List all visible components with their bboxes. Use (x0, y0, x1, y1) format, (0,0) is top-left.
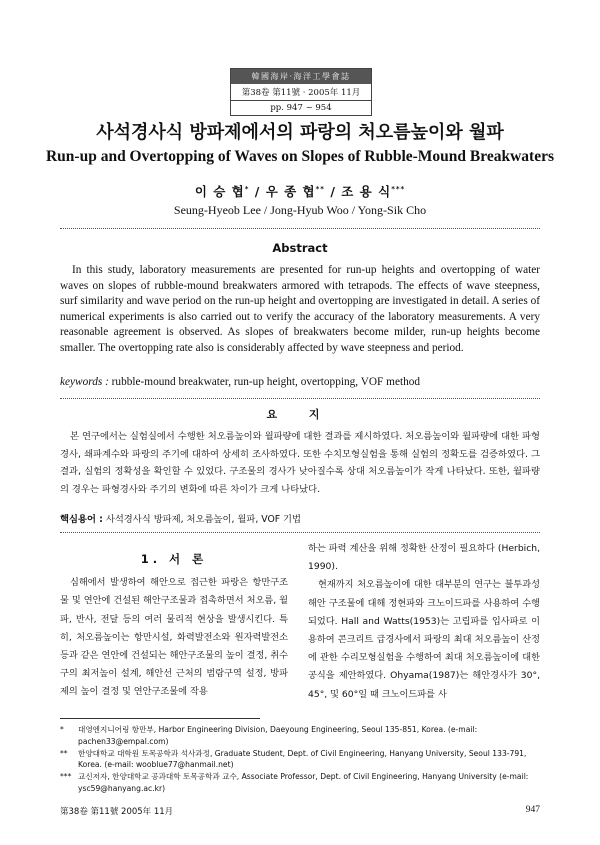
footnote-text: 한양대학교 대학원 토목공학과 석사과정, Graduate Student, Dept. of Civil Engineering, Hanyang University, Seoul 133-791, Korea. (e-mail: wooblue77@hanmail.net) (78, 748, 527, 770)
footnote-mark: * (60, 725, 64, 734)
footnote-mark: ** (60, 748, 68, 758)
author-name: 이 승 협 (194, 184, 245, 199)
title-english: Run-up and Overtopping of Waves on Slopes of Rubble-Mound Breakwaters (45, 148, 554, 165)
korean-abstract-text: 본 연구에서는 실험실에서 수행한 처오름높이와 월파량에 대한 결과를 제시하였다. 처오름높이와 월파량에 대한 파형경사, 쇄파계수와 파랑의 주기에 대하여 상세히 조사하였다. 또한 수치모형실험을 통해 실험의 정확도를 검증하였다. 그 결과, 실험의 정확성을 확인할 수 있었다. 구조물의 경사가 낮아질수록 상대 처오름높이가 작게 나타났다. 또한, 월파량의 경우는 파형경사와 주기의 변화에 따른 차이가 크게 나타났다. (60, 431, 540, 495)
author-name: 우 종 협 (265, 184, 316, 199)
abstract-text: In this study, laboratory measurements are presented for run-up heights and overtopping of water waves on slopes of rubble-mound breakwaters armored with tetrapods. The effects of wave steepness, surf similarity and wave period on the run-up height and overtopping are investigated in detail. A series of numerical experiments is also carried out to verify the accuracy of the laboratory measurements. A very reasonable agreement is observed. As slopes of breakwaters become milder, run-up heights become smaller. The overtopping rate also is considerably affected by wave steepness and period. (60, 264, 540, 354)
authors-korean (0, 182, 600, 200)
journal-name: 韓國海岸·海洋工學會誌 (231, 69, 371, 84)
authors-english: Seung-Hyeob Lee / Jong-Hyub Woo / Yong-Sik Cho (173, 203, 427, 217)
abstract-heading: Abstract (272, 241, 328, 255)
author-mark: * (244, 184, 250, 193)
body-paragraph: 현재까지 처오름높이에 대한 대부분의 연구는 불투과성 해안 구조물에 대해 정현파와 크노이드파를 사용하여 수행되었다. Hall and Watts(1953)는 고립파를 입사파로 이용하여 콘크리트 급경사에서 파랑의 최대 처오름높이 산정에 관한 수리모형실험을 수행하여 최대 처오름높이에 대한 공식을 제안하였다. Ohyama(1987)는 해안경사가 30°, 45°, 및 60°일 때 크노이드파를 사 (308, 579, 540, 700)
body-column-left (60, 550, 288, 702)
footnote-divider (60, 718, 260, 719)
divider (60, 398, 540, 399)
author-mark: ** (315, 184, 325, 193)
body-column-right (308, 540, 540, 704)
core-keywords-text: 사석경사식 방파제, 처오름높이, 월파, VOF 기법 (102, 514, 302, 525)
keywords-line (60, 376, 540, 388)
core-keywords-label: 핵심용어 : (60, 514, 103, 525)
author-separator: / (249, 184, 266, 199)
footnote-text: 교신저자, 한양대학교 공과대학 토목공학과 교수, Associate Professor, Dept. of Civil Engineering, Hanyang University (e-mail: ysc59@hanyang.ac.kr) (78, 772, 529, 793)
page-number: 947 (525, 805, 540, 815)
author-separator: / (324, 184, 342, 199)
korean-abstract-heading: 요 지 (266, 408, 334, 421)
footnotes (60, 724, 540, 795)
author-mark: *** (391, 184, 406, 193)
keywords-label: keywords : (60, 376, 109, 388)
body-paragraph: 심해에서 발생하여 해안으로 접근한 파랑은 항만구조물 및 연안에 건설된 해안구조물과 접촉하면서 처오름, 월파, 반사, 전달 등의 여러 물리적 현상을 발생시킨다. 특히, 처오름높이는 항만시설, 화력발전소와 원자력발전소 등과 같은 연안에 건설되는 해안구조물의 높이 결정, 취수구의 최저높이 설계, 해안선 근처의 범람구역 설정, 방파제의 높이 결정 및 연안구조물에 작용 (60, 577, 288, 698)
footnote (60, 771, 540, 795)
body-paragraph: 하는 파력 계산을 위해 정확한 산정이 필요하다 (Herbich, 1990). (308, 543, 540, 573)
footer-journal-info: 第38卷 第11號 2005年 11月 (60, 807, 174, 817)
journal-volume-issue: 第38卷 第11號 · 2005年 11月 (231, 84, 371, 101)
journal-pages: pp. 947 ~ 954 (270, 103, 332, 113)
footnote-text: 대영엔지니어링 항만부, Harbor Engineering Division, Daeyoung Engineering, Seoul 135-851, Korea. (e-mail: pachen33@empal.com) (78, 725, 478, 746)
divider (60, 228, 540, 229)
journal-header-box (230, 68, 372, 116)
divider (60, 532, 540, 533)
title-korean: 사석경사식 방파제에서의 파랑의 처오름높이와 월파 (96, 122, 504, 143)
footnote-mark: *** (60, 772, 72, 782)
keywords-text: rubble-mound breakwater, run-up height, overtopping, VOF method (108, 376, 421, 388)
section-heading: 1. 서 론 (140, 552, 208, 566)
core-keywords-line (60, 511, 540, 525)
footnote (60, 748, 540, 772)
author-name: 조 용 식 (341, 184, 392, 199)
footnote (60, 724, 540, 748)
